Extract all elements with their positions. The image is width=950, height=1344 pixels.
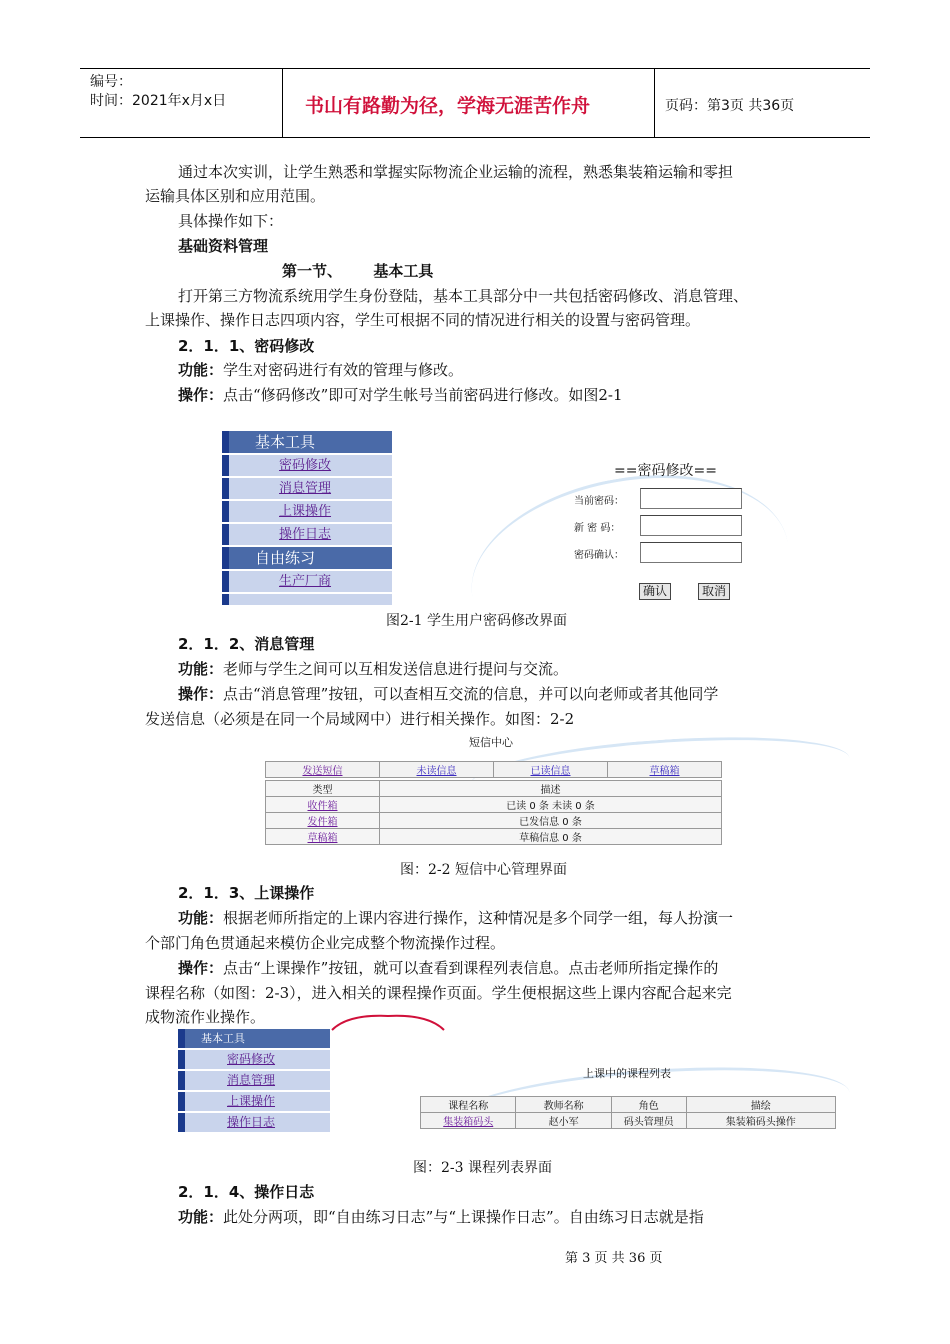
role-cell: 码头管理员 — [611, 1113, 686, 1129]
col-description: 描绘 — [686, 1097, 835, 1113]
table-row — [266, 813, 722, 829]
cancel-button[interactable]: 取消 — [698, 583, 730, 600]
col-role: 角色 — [611, 1097, 686, 1113]
menu-header-free-practice: 自由练习 — [222, 547, 392, 569]
page-header — [80, 68, 870, 138]
row-outbox-desc: 已发信息 0 条 — [380, 813, 722, 829]
subsection-title-op-log: 2．1．4、操作日志 — [178, 1183, 315, 1201]
current-password-input[interactable] — [640, 488, 742, 509]
figure-2-1-caption: 图2-1 学生用户密码修改界面 — [386, 613, 567, 629]
page-footer: 第 3 页 共 36 页 — [565, 1251, 663, 1266]
table-row — [421, 1113, 836, 1129]
sms-tabs-table — [265, 761, 722, 778]
messages-function: 功能：老师与学生之间可以互相发送信息进行提问与交流。 — [178, 660, 569, 678]
description-cell: 集装箱码头操作 — [686, 1113, 835, 1129]
class-ops-operation: 操作：点击“上课操作”按钮，就可以查看到课程列表信息。点击老师所指定操作的 — [178, 959, 719, 977]
row-inbox-link[interactable]: 收件箱 — [266, 797, 380, 813]
tab-read[interactable]: 已读信息 — [494, 762, 608, 778]
intro-paragraph-3b: 上课操作、操作日志四项内容，学生可根据不同的情况进行相关的设置与密码管理。 — [145, 311, 701, 329]
id-label: 编号： — [90, 74, 132, 90]
intro-paragraph-2: 具体操作如下： — [178, 212, 284, 230]
intro-paragraph-3: 打开第三方物流系统用学生身份登陆，基本工具部分中一共包括密码修改、消息管理、 — [178, 287, 749, 305]
table-row — [266, 829, 722, 845]
header-meta — [90, 73, 226, 111]
label-confirm-password: 密码确认： — [574, 550, 624, 561]
row-drafts-link[interactable]: 草稿箱 — [266, 829, 380, 845]
menu-header-basic-tools: 基本工具 — [222, 431, 392, 453]
intro-paragraph-1b: 运输具体区别和应用范围。 — [145, 187, 326, 205]
course-name-link[interactable]: 集装箱码头 — [421, 1113, 516, 1129]
menu-item-class-ops-2[interactable]: 上课操作 — [178, 1092, 330, 1111]
figure-2-3-caption: 图：2-3 课程列表界面 — [413, 1160, 552, 1176]
menu-item-class-ops[interactable]: 上课操作 — [222, 501, 392, 522]
teacher-name-cell: 赵小军 — [516, 1113, 611, 1129]
row-inbox-desc: 已读 0 条 未读 0 条 — [380, 797, 722, 813]
red-annotation-arc — [328, 1014, 448, 1032]
class-ops-function-2: 个部门角色贯通起来模仿企业完成整个物流操作过程。 — [145, 934, 506, 952]
decorative-swoosh — [457, 452, 804, 688]
label-current-password: 当前密码： — [574, 496, 624, 507]
menu-item-password[interactable]: 密码修改 — [222, 455, 392, 476]
section-title: 第一节、 基本工具 — [282, 262, 434, 280]
class-ops-operation-2: 课程名称（如图：2-3），进入相关的课程操作页面。学生便根据这些上课内容配合起来完 — [145, 984, 732, 1002]
col-desc-header: 描述 — [380, 781, 722, 797]
menu-header-basic-tools-2: 基本工具 — [178, 1029, 330, 1048]
table-row — [266, 797, 722, 813]
confirm-password-input[interactable] — [640, 542, 742, 563]
menu-item-messages[interactable]: 消息管理 — [222, 478, 392, 499]
course-list-table — [420, 1096, 836, 1129]
row-outbox-link[interactable]: 发件箱 — [266, 813, 380, 829]
figure-2-2-caption: 图：2-2 短信中心管理界面 — [400, 862, 567, 878]
menu-item-password-2[interactable]: 密码修改 — [178, 1050, 330, 1069]
password-form-title: ==密码修改== — [614, 463, 717, 479]
messages-operation-2: 发送信息（必须是在同一个局域网中）进行相关操作。如图：2-2 — [145, 710, 575, 728]
subsection-title-class-ops: 2．1．3、上课操作 — [178, 884, 315, 902]
menu-item-messages-2[interactable]: 消息管理 — [178, 1071, 330, 1090]
row-drafts-desc: 草稿信息 0 条 — [380, 829, 722, 845]
subsection-title-messages: 2．1．2、消息管理 — [178, 635, 315, 653]
tab-send-sms[interactable]: 发送短信 — [266, 762, 380, 778]
sms-summary-table — [265, 780, 722, 845]
col-teacher-name: 教师名称 — [516, 1097, 611, 1113]
section-heading: 基础资料管理 — [178, 237, 269, 255]
confirm-button[interactable]: 确认 — [639, 583, 671, 600]
fig3-sidebar-menu — [178, 1029, 330, 1136]
header-page-number: 页码：第3页 共36页 — [665, 98, 795, 114]
password-function: 功能：学生对密码进行有效的管理与修改。 — [178, 361, 464, 379]
menu-item-op-log[interactable]: 操作日志 — [222, 524, 392, 545]
label-new-password: 新 密 码： — [574, 523, 621, 534]
subsection-title-password: 2．1．1、密码修改 — [178, 337, 315, 355]
new-password-input[interactable] — [640, 515, 742, 536]
intro-paragraph-1: 通过本次实训，让学生熟悉和掌握实际物流企业运输的流程，熟悉集装箱运输和零担 — [178, 163, 734, 181]
course-list-title: 上课中的课程列表 — [583, 1067, 671, 1080]
header-motto: 书山有路勤为径，学海无涯苦作舟 — [305, 95, 591, 117]
time-label: 时间：2021年x月x日 — [90, 93, 227, 109]
fig1-sidebar-menu — [222, 431, 392, 605]
password-operation: 操作：点击“修码修改”即可对学生帐号当前密码进行修改。如图2-1 — [178, 386, 623, 404]
class-ops-function: 功能：根据老师所指定的上课内容进行操作，这种情况是多个同学一组，每人扮演一 — [178, 909, 734, 927]
sms-center-title: 短信中心 — [469, 736, 513, 749]
menu-item-cutoff — [222, 594, 392, 605]
messages-operation: 操作：点击“消息管理”按钮，可以查相互交流的信息，并可以向老师或者其他同学 — [178, 685, 719, 703]
menu-item-op-log-2[interactable]: 操作日志 — [178, 1113, 330, 1132]
tab-drafts[interactable]: 草稿箱 — [608, 762, 722, 778]
op-log-function: 功能：此处分两项，即“自由练习日志”与“上课操作日志”。自由练习日志就是指 — [178, 1208, 704, 1226]
class-ops-operation-3: 成物流作业操作。 — [145, 1008, 266, 1026]
tab-unread[interactable]: 未读信息 — [380, 762, 494, 778]
col-type-header: 类型 — [266, 781, 380, 797]
menu-item-manufacturer[interactable]: 生产厂商 — [222, 571, 392, 592]
col-course-name: 课程名称 — [421, 1097, 516, 1113]
